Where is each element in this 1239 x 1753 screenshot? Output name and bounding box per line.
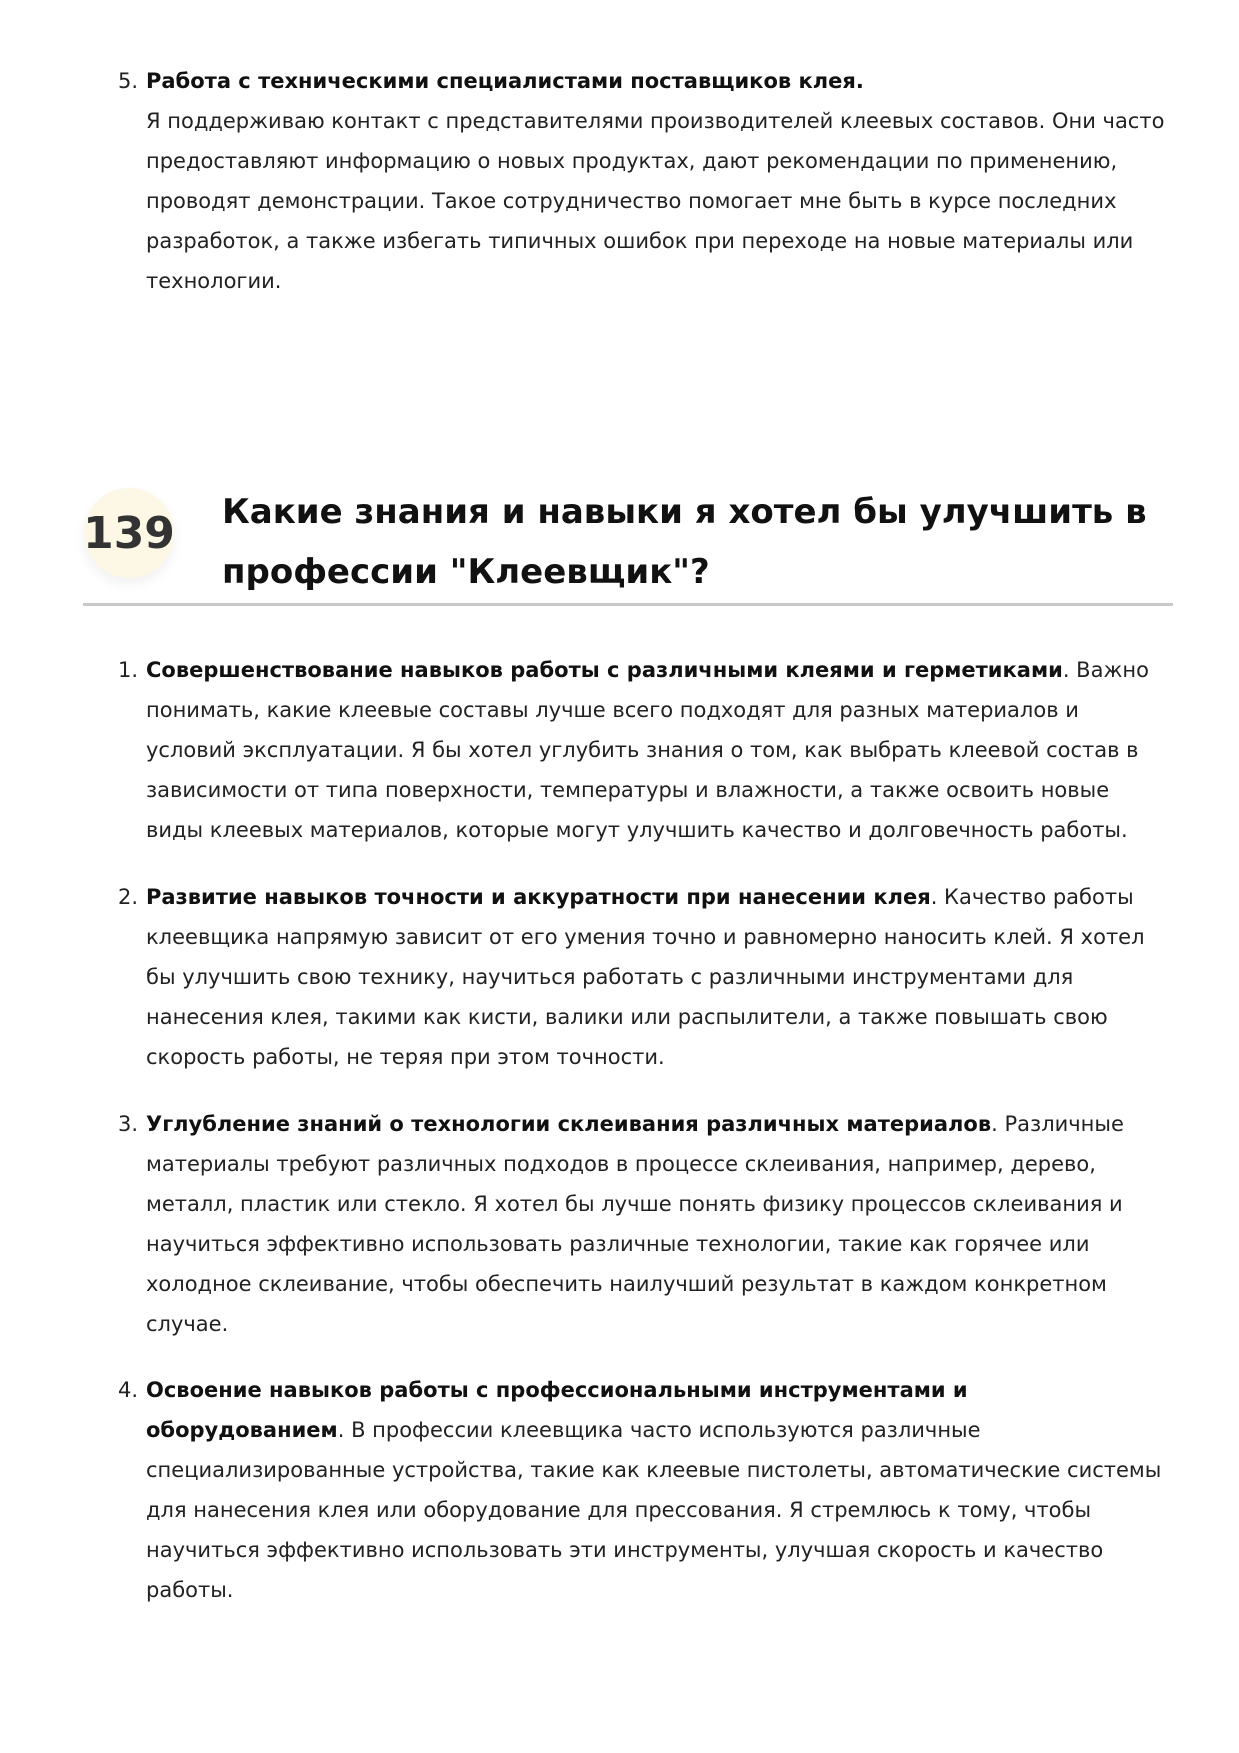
item-number: 3. [118,1112,139,1136]
item-title: Углубление знаний о технологии склеивания различных материалов [146,1112,992,1136]
item-title: Освоение навыков работы с профессиональными инструментами и оборудованием [146,1378,968,1442]
item-number: 5. [118,69,139,93]
section-number-badge: 139 [84,488,174,578]
divider [83,603,1173,606]
item-title: Совершенствование навыков работы с различными клеями и герметиками [146,658,1063,682]
list-item-prev-5 [118,61,1171,301]
item-number: 4. [118,1378,139,1402]
list-item [118,877,1171,1077]
item-number: 2. [118,885,139,909]
item-text: . Качество работы клеевщика напрямую зависит от его умения точно и равномерно наносить клей. Я хотел бы улучшить свою технику, научиться работать с различными инструментами для нанесения клея, такими как кисти, валики или распылители, а также повышать свою скорость работы, не теряя при этом точности. [146,885,1145,1069]
list-item [118,650,1171,850]
list-item [118,1370,1171,1610]
item-text: . Различные материалы требуют различных подходов в процессе склеивания, например, дерево, металл, пластик или стекло. Я хотел бы лучше понять физику процессов склеивания и научиться эффективно использовать различные технологии, такие как горячее или холодное склеивание, чтобы обеспечить наилучший результат в каждом конкретном случае. [146,1112,1124,1336]
item-text: . В профессии клеевщика часто используются различные специализированные устройства, такие как клеевые пистолеты, автоматические системы для нанесения клея или оборудование для прессования. Я стремлюсь к тому, чтобы научиться эффективно использовать эти инструменты, улучшая скорость и качество работы. [146,1418,1162,1602]
item-title: Работа с техническими специалистами поставщиков клея. [146,69,864,93]
section-title: Какие знания и навыки я хотел бы улучшить в профессии "Клеевщик"? [222,492,1147,592]
item-text: . Важно понимать, какие клеевые составы лучше всего подходят для разных материалов и условий эксплуатации. Я бы хотел углубить знания о том, как выбрать клеевой состав в зависимости от типа поверхности, температуры и влажности, а также освоить новые виды клеевых материалов, которые могут улучшить качество и долговечность работы. [146,658,1149,842]
item-number: 1. [118,658,139,682]
list-item [118,1104,1171,1344]
item-title: Развитие навыков точности и аккуратности при нанесении клея [146,885,931,909]
item-text: Я поддерживаю контакт с представителями производителей клеевых составов. Они часто предоставляют информацию о новых продуктах, дают рекомендации по применению, проводят демонстрации. Такое сотрудничество помогает мне быть в курсе последних разработок, а также избегать типичных ошибок при переходе на новые материалы или технологии. [146,109,1165,293]
